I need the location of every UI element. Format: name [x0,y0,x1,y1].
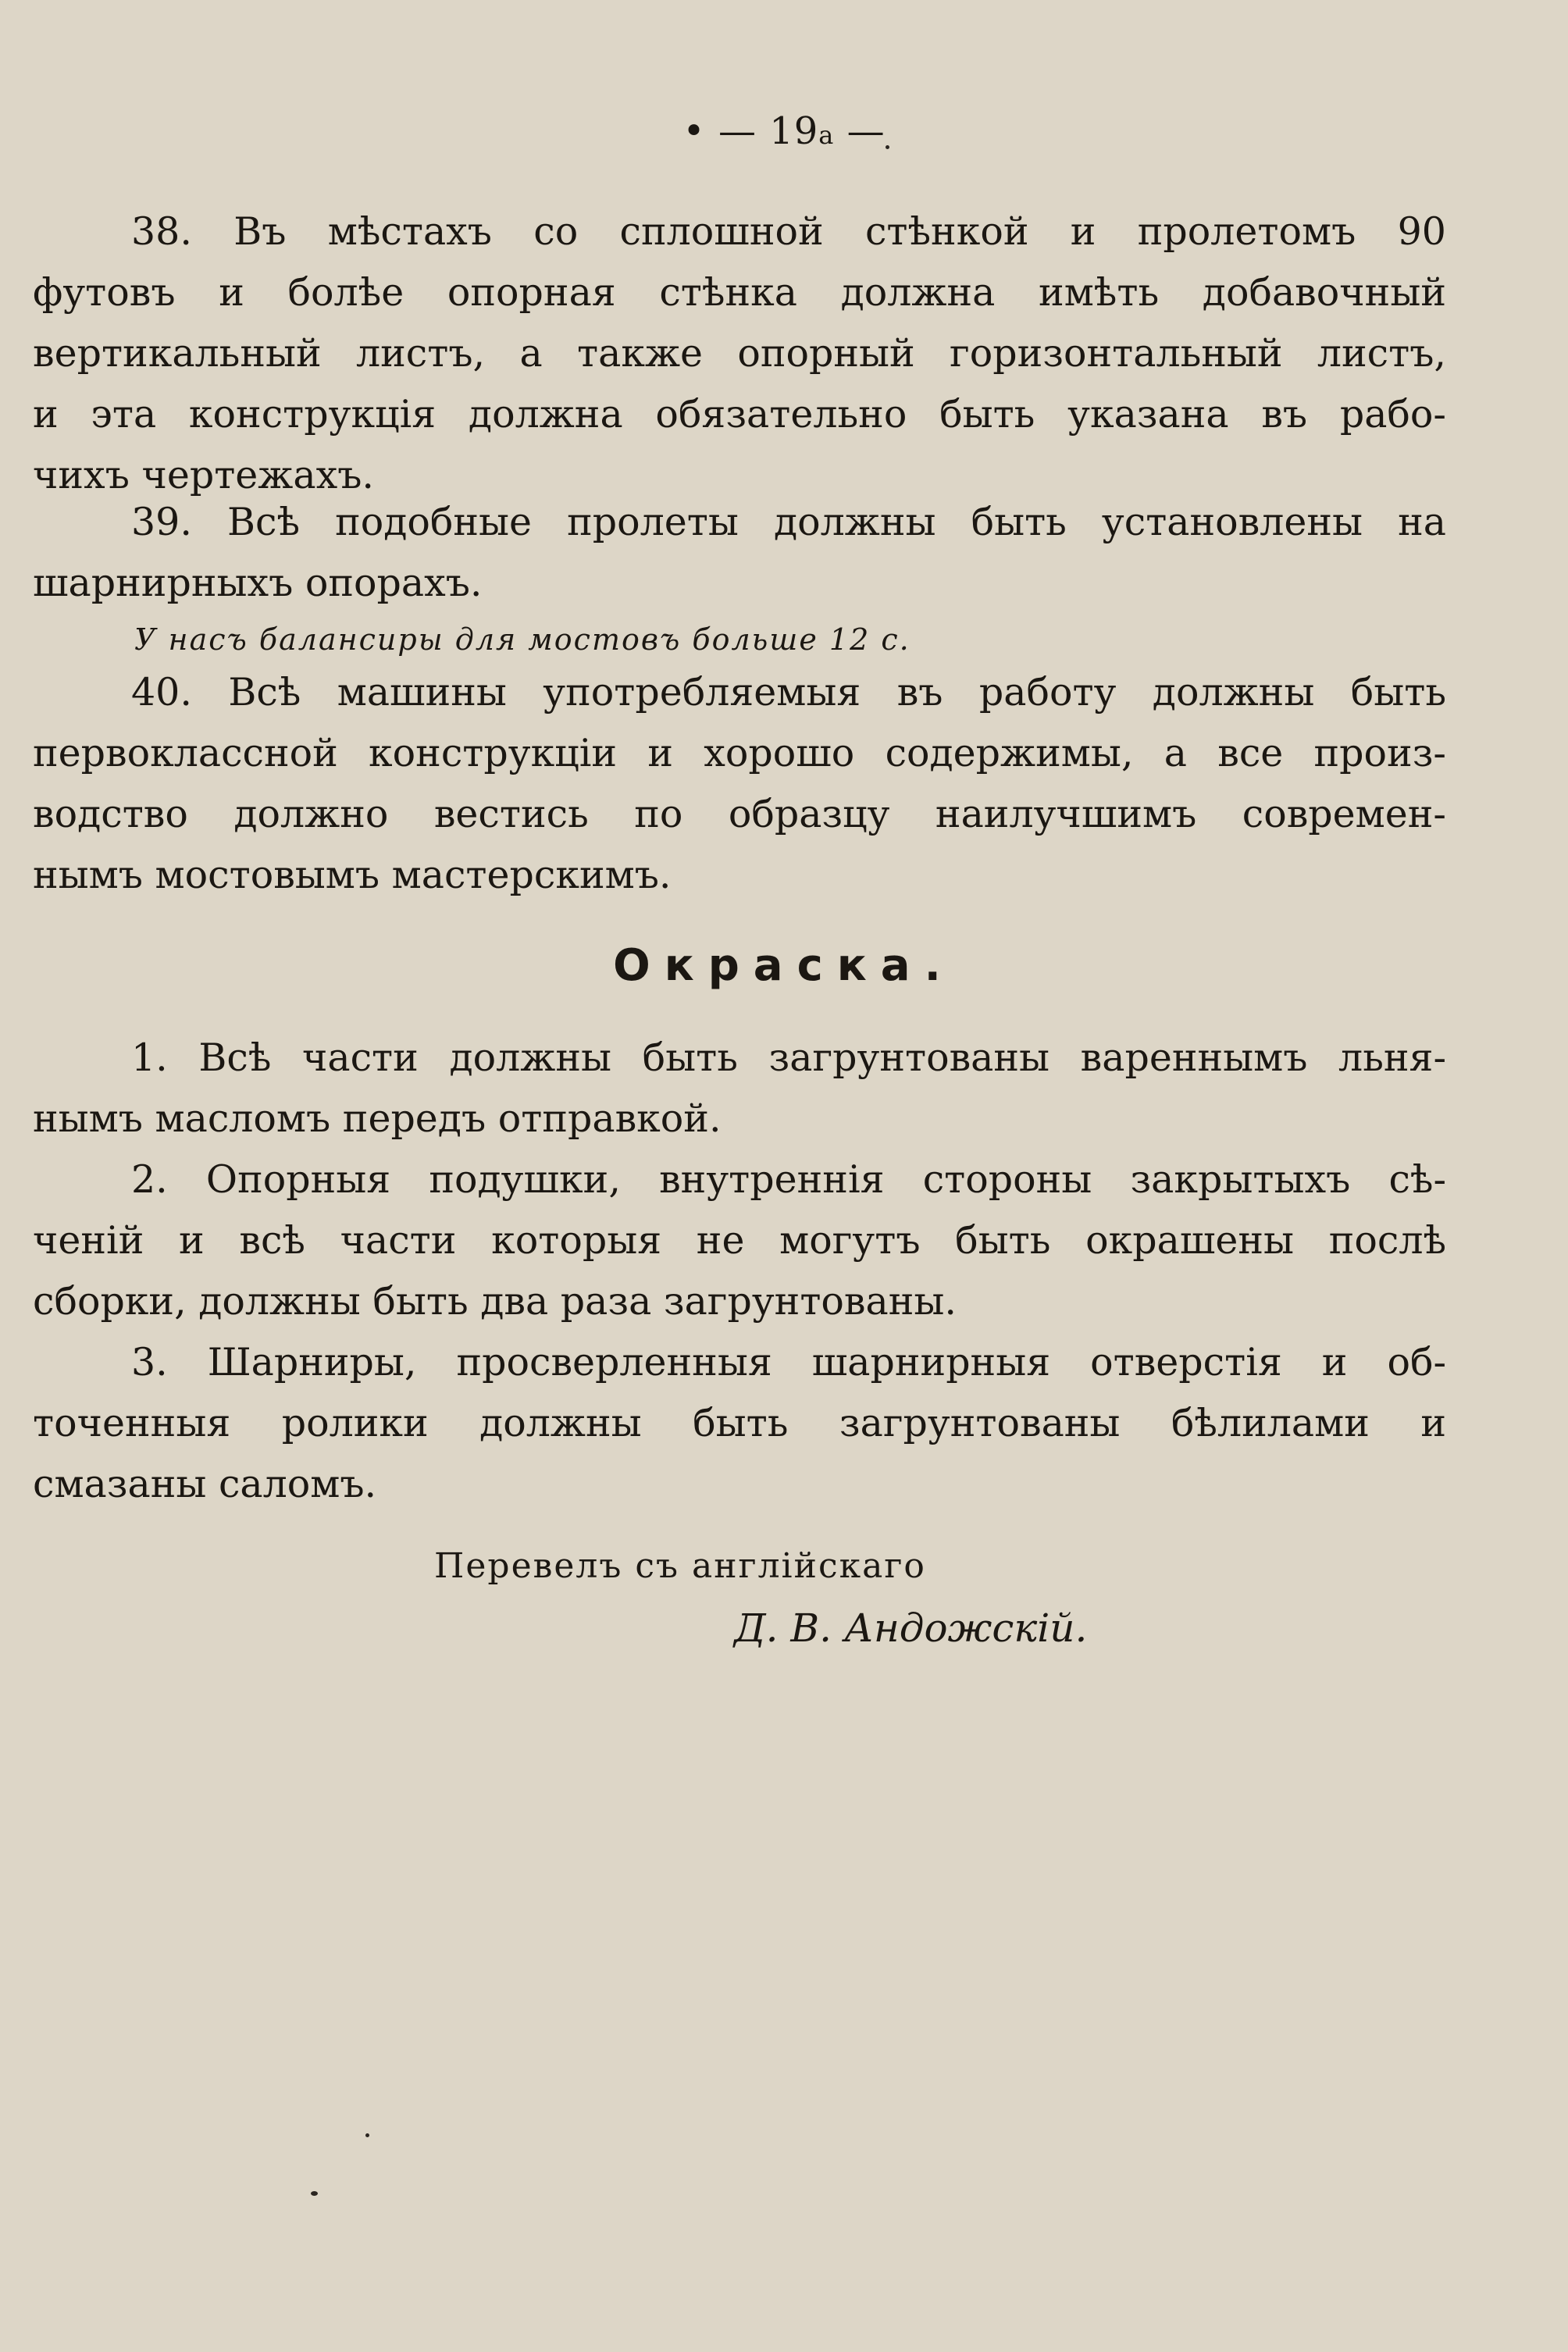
section-38-line-4: и эта конструкція должна обязательно быть указана въ рабо- [33,392,1446,437]
section-40-line-2: первоклассной конструкціи и хорошо содержимы, а все произ- [33,731,1446,775]
paint-item-3-line-2: точенныя ролики должны быть загрунтованы бѣлилами и [33,1401,1446,1445]
section-38-line-3: вертикальный листъ, а также опорный горизонтальный листъ, [33,331,1446,376]
section-38-line-5: чихъ чертежахъ. [33,453,374,497]
paint-item-3-line-1: 3. Шарниры, просверленныя шарнирныя отверстія и об- [131,1340,1446,1384]
page-number-main: • — 19 [682,109,819,153]
paint-item-1-line-1: 1. Всѣ части должны быть загрунтованы вареннымъ льня- [131,1035,1446,1080]
section-38-line-2: футовъ и болѣе опорная стѣнка должна имѣть добавочный [33,270,1446,315]
paint-item-1-line-2: нымъ масломъ передъ отправкой. [33,1096,722,1141]
paint-item-2-line-1: 2. Опорныя подушки, внутреннія стороны закрытыхъ сѣ- [131,1157,1446,1202]
paint-item-2-line-3: сборки, должны быть два раза загрунтованы. [33,1279,957,1324]
paper-speck [365,2133,369,2137]
page-number-suffix: а [818,120,835,150]
section-39-line-2: шарнирныхъ опорахъ. [33,561,483,605]
section-40-line-4: нымъ мостовымъ мастерскимъ. [33,853,672,897]
translator-name: Д. В. Андожскій. [734,1605,1088,1651]
page-number [0,109,1568,153]
paint-item-2-line-2: ченій и всѣ части которыя не могутъ быть окрашены послѣ [33,1218,1446,1263]
section-heading: Окраска. [613,940,955,991]
page-number-tail: — [834,109,886,153]
margin-note: У насъ балансиры для мостовъ больше 12 с. [134,622,911,657]
paper-speck [886,145,889,149]
translator-credit: Перевелъ съ англійскаго [434,1546,926,1586]
paint-item-3-line-3: смазаны саломъ. [33,1462,377,1506]
section-40-line-3: водство должно вестись по образцу наилучшимъ современ- [33,792,1446,836]
section-39-line-1: 39. Всѣ подобные пролеты должны быть установлены на [131,500,1446,544]
section-38-line-1: 38. Въ мѣстахъ со сплошной стѣнкой и пролетомъ 90 [131,209,1446,254]
paper-speck [311,2191,318,2196]
section-40-line-1: 40. Всѣ машины употребляемыя въ работу должны быть [131,670,1446,715]
